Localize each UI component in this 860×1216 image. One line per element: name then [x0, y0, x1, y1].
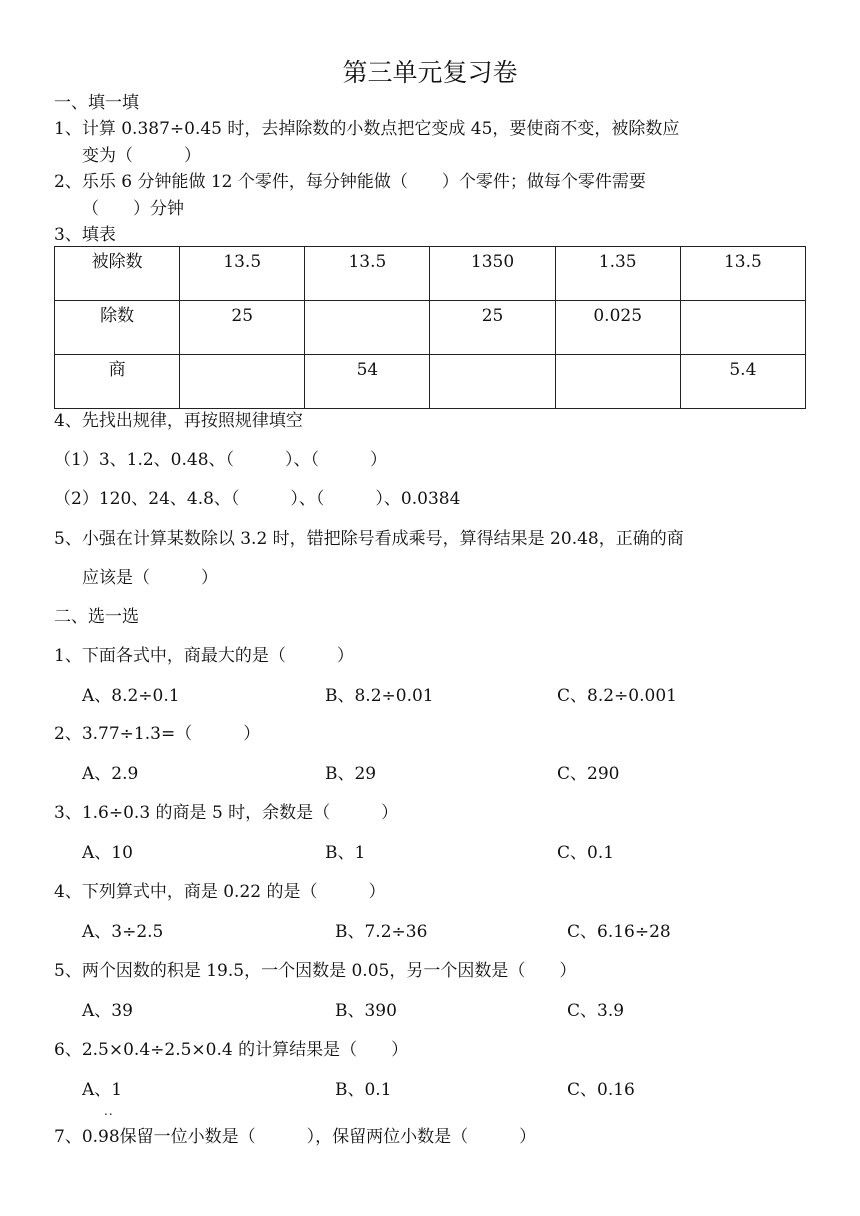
- option-b: B、7.2÷36: [335, 922, 428, 942]
- option-a: A、10: [82, 843, 133, 863]
- option-c: C、0.1: [557, 843, 615, 863]
- option-a: A、3÷2.5: [82, 922, 164, 942]
- option-a: A、1: [82, 1080, 123, 1100]
- table-cell: 0.025: [555, 301, 680, 355]
- choice-question: 4、下列算式中，商是 0.22 的是（ ）: [54, 882, 386, 902]
- option-c: C、6.16÷28: [567, 922, 671, 942]
- option-b: B、8.2÷0.01: [325, 686, 434, 706]
- choice-question: 2、3.77÷1.3=（ ）: [54, 724, 261, 744]
- option-c: C、3.9: [567, 1001, 625, 1021]
- q4-a: （1）3、1.2、0.48、（ ）、（ ）: [54, 450, 388, 470]
- option-a: A、8.2÷0.1: [82, 686, 180, 706]
- option-b: B、0.1: [335, 1080, 392, 1100]
- table-cell: 54: [305, 355, 430, 409]
- table-cell: 除数: [55, 301, 180, 355]
- q1-line1: 1、计算 0.387÷0.45 时，去掉除数的小数点把它变成 45，要使商不变，被除数应: [54, 119, 680, 139]
- option-b: B、390: [335, 1001, 397, 1021]
- option-b: B、29: [325, 764, 377, 784]
- repeating-decimal-dots: ..: [104, 1104, 114, 1118]
- table-cell: 13.5: [680, 247, 805, 301]
- page-title: 第三单元复习卷: [342, 58, 518, 87]
- option-c: C、8.2÷0.001: [557, 686, 677, 706]
- table-row: [55, 301, 806, 355]
- choice-question: 6、2.5×0.4÷2.5×0.4 的计算结果是（ ）: [54, 1040, 409, 1060]
- q5-line2: 应该是（ ）: [82, 568, 218, 588]
- table-cell: [680, 301, 805, 355]
- table-cell: 商: [55, 355, 180, 409]
- option-a: A、2.9: [82, 764, 139, 784]
- choice-question: 3、1.6÷0.3 的商是 5 时，余数是（ ）: [54, 803, 399, 823]
- table-row: [55, 355, 806, 409]
- table-row: [55, 247, 806, 301]
- table-cell: 25: [180, 301, 305, 355]
- table-cell: 13.5: [180, 247, 305, 301]
- option-c: C、290: [557, 764, 620, 784]
- q2-line2: （ ）分钟: [82, 199, 184, 219]
- option-a: A、39: [82, 1001, 133, 1021]
- q7-line: 7、0.98保留一位小数是（ ），保留两位小数是（ ）: [54, 1127, 537, 1147]
- table-cell: 1.35: [555, 247, 680, 301]
- q4-label: 4、先找出规律，再按照规律填空: [54, 411, 303, 431]
- table-cell: 13.5: [305, 247, 430, 301]
- part2-heading: 二、选一选: [54, 607, 139, 627]
- division-table: [54, 246, 806, 409]
- q5-line1: 5、小强在计算某数除以 3.2 时，错把除号看成乘号，算得结果是 20.48，正确的商: [54, 529, 684, 549]
- table-cell: 25: [430, 301, 555, 355]
- table-cell: [430, 355, 555, 409]
- option-c: C、0.16: [567, 1080, 635, 1100]
- table-cell: [180, 355, 305, 409]
- q2-line1: 2、乐乐 6 分钟能做 12 个零件，每分钟能做（ ）个零件；做每个零件需要: [54, 172, 646, 192]
- q4-b: （2）120、24、4.8、（ ）、（ ）、0.0384: [54, 489, 461, 509]
- table-cell: [305, 301, 430, 355]
- table-cell: 1350: [430, 247, 555, 301]
- option-b: B、1: [325, 843, 366, 863]
- part1-heading: 一、填一填: [54, 93, 139, 113]
- table-cell: 被除数: [55, 247, 180, 301]
- q1-line2: 变为（ ）: [82, 146, 201, 166]
- choice-question: 5、两个因数的积是 19.5，一个因数是 0.05，另一个因数是（ ）: [54, 961, 577, 981]
- table-cell: [555, 355, 680, 409]
- choice-question: 1、下面各式中，商最大的是（ ）: [54, 646, 354, 666]
- table-cell: 5.4: [680, 355, 805, 409]
- q3-label: 3、填表: [54, 225, 116, 245]
